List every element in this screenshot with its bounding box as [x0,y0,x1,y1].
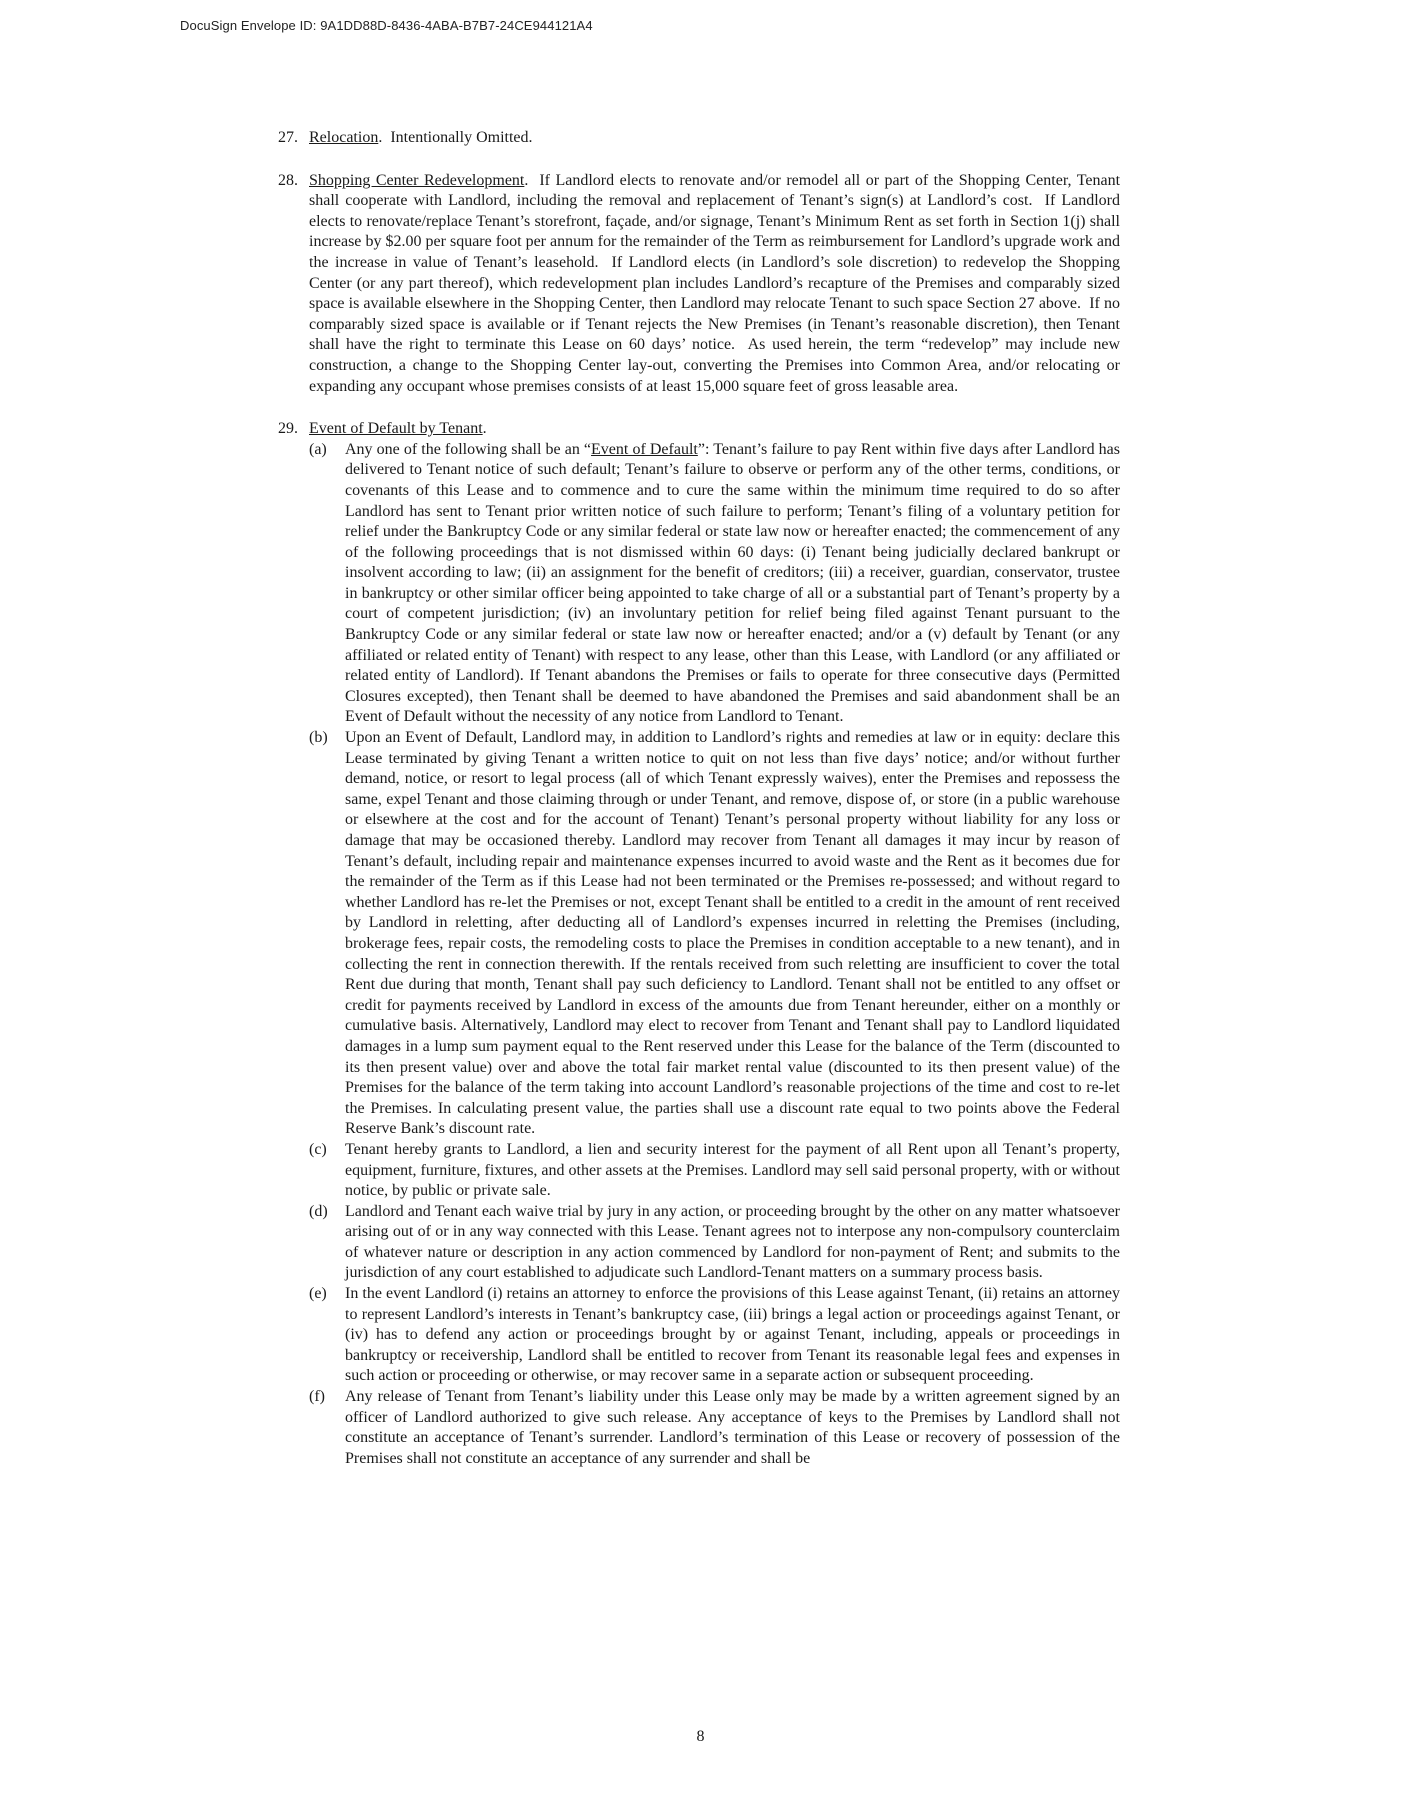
section-number: 29. [278,420,298,438]
section-27 [278,128,1120,149]
subsection-letter: (f) [309,1388,325,1406]
subsection-b [309,728,1120,1140]
subsection-text [345,440,1120,728]
section-heading: Shopping Center Redevelopment [309,171,525,189]
subsection-c [309,1140,1120,1202]
subsection-letter: (a) [309,440,327,458]
heading-suffix: . [482,420,487,438]
section-body [309,128,1120,149]
subsection-text: Any release of Tenant from Tenant’s liability under this Lease only may be made by a written agreement signed by an officer of Landlord authorized to give such release. Any acceptance of keys to the Premises by Landlord shall not constitute an acceptance of Tenant’s surrender. Landlord’s termination of this Lease or recovery of possession of the Premises shall not constitute an acceptance of any surrender and shall be [345,1388,1120,1467]
subsection-e [309,1284,1120,1387]
section-number: 28. [278,171,298,189]
heading-suffix: . [524,171,529,189]
section-text: If Landlord elects to renovate and/or remodel all or part of the Shopping Center, Tenant shall cooperate with Landlord, including the removal and replacement of Tenant’s sign(s) at Landlord’s cost. If Landlord elects to renovate/replace Tenant’s storefront, façade, and/or signage, Tenant’s Minimum Rent as set forth in Section 1(j) shall increase by $2.00 per square foot per annum for the remainder of the Term as reimbursement for Landlord’s upgrade work and the increase in value of Tenant’s leasehold. If Landlord elects (in Landlord’s sole discretion) to redevelop the Shopping Center (or any part thereof), which redevelopment plan includes Landlord’s recapture of the Premises and comparably sized space is available elsewhere in the Shopping Center, then Landlord may relocate Tenant to such space Section 27 above. If no comparably sized space is available or if Tenant rejects the New Premises (in Tenant’s reasonable discretion), then Tenant shall have the right to terminate this Lease on 60 days’ notice. As used herein, the term “redevelop” may include new construction, a change to the Shopping Center lay-out, converting the Premises into Common Area, and/or relocating or expanding any occupant whose premises consists of at least 15,000 square feet of gross leasable area. [309,171,1125,395]
subsection-letter: (e) [309,1285,327,1303]
subsection-text-post: ”: Tenant’s failure to pay Rent within five days after Landlord has delivered to Tenant notice of such default; Tenant’s failure to observe or perform any of the other terms, conditions, or covenants of this Lease and to commence and to cure the same within the minimum time required to do so after Landlord has sent to Tenant prior written notice of such failure to perform; Tenant’s filing of a voluntary petition for relief under the Bankruptcy Code or any similar federal or state law now or hereafter enacted; the commencement of any of the following proceedings that is not dismissed within 60 days: (i) Tenant being judicially declared bankrupt or insolvent according to law; (ii) an assignment for the benefit of creditors; (iii) a receiver, guardian, conservator, trustee in bankruptcy or other similar officer being appointed to take charge of all or a substantial part of Tenant’s property by a court of competent jurisdiction; (iv) an involuntary petition for relief being filed against Tenant pursuant to the Bankruptcy Code or any similar federal or state law now or hereafter enacted; and/or a (v) default by Tenant (or any affiliated or related entity of Tenant) with respect to any lease, other than this Lease, with Landlord (or any affiliated or related entity of Landlord). If Tenant abandons the Premises or fails to operate for three consecutive days (Permitted Closures excepted), then Tenant shall be deemed to have abandoned the Premises and said abandonment shall be an Event of Default without the necessity of any notice from Landlord to Tenant. [345,440,1120,726]
heading-suffix: . [378,129,383,146]
docusign-envelope-id: DocuSign Envelope ID: 9A1DD88D-8436-4ABA-B7B7-24CE944121A4 [180,18,593,33]
section-text: Intentionally Omitted. [382,129,533,146]
subsection-text: Tenant hereby grants to Landlord, a lien and security interest for the payment of all Rent upon all Tenant’s property, equipment, furniture, fixtures, and other assets at the Premises. Landlord may sell said personal property, with or without notice, by public or private sale. [345,1140,1120,1200]
section-paragraph [309,171,1125,398]
section-28 [278,171,1125,398]
subsection-letter: (c) [309,1140,327,1158]
subsection-text: Landlord and Tenant each waive trial by jury in any action, or proceeding brought by the other on any matter whatsoever arising out of or in any way connected with this Lease. Tenant agrees not to interpose any non-compulsory counterclaim of whatever nature or description in any action commenced by Landlord for non-payment of Rent; and submits to the jurisdiction of any court established to adjudicate such Landlord-Tenant matters on a summary process basis. [345,1202,1120,1282]
subsection-text: Upon an Event of Default, Landlord may, in addition to Landlord’s rights and remedies at law or in equity: declare this Lease terminated by giving Tenant a written notice to quit on not less than five days’ notice; and/or without further demand, notice, or resort to legal process (all of which Tenant expressly waives), enter the Premises and repossess the same, expel Tenant and those claiming through or under Tenant, and remove, dispose of, or store (in a public warehouse or elsewhere at the cost and for the account of Tenant) Tenant’s personal property without liability for any loss or damage that may be occasioned thereby. Landlord may recover from Tenant all damages it may incur by reason of Tenant’s default, including repair and maintenance expenses incurred to avoid waste and the Rent as it becomes due for the remainder of the Term as if this Lease had not been terminated or the Premises re-possessed; and without regard to whether Landlord has re-let the Premises or not, except Tenant shall be entitled to a credit in the amount of rent received by Landlord in reletting, after deducting all of Landlord’s expenses incurred in reletting the Premises (including, brokerage fees, repair costs, the remodeling costs to place the Premises in condition acceptable to a new tenant), and in collecting the rent in connection therewith. If the rentals received from such reletting are insufficient to cover the total Rent due during that month, Tenant shall pay such deficiency to Landlord. Tenant shall not be entitled to any offset or credit for payments received by Landlord in excess of the amounts due from Tenant hereunder, either on a monthly or cumulative basis. Alternatively, Landlord may elect to recover from Tenant and Tenant shall pay to Landlord liquidated damages in a lump sum payment equal to the Rent reserved under this Lease for the balance of the Term (discounted to its then present value) over and above the total fair market rental value (discounted to its then present value) of the Premises for the balance of the term taking into account Landlord’s reasonable projections of the time and cost to re-let the Premises. In calculating present value, the parties shall use a discount rate equal to two points above the Federal Reserve Bank’s discount rate. [345,729,1120,1138]
defined-term: Event of Default [591,440,698,458]
section-heading: Relocation [309,129,379,146]
document-page [278,128,1125,1469]
subsection-f [309,1387,1120,1469]
section-29 [278,419,1120,1469]
subsection-letter: (d) [309,1202,328,1220]
section-body [309,171,1125,398]
page-number: 8 [696,1728,705,1745]
section-body [309,419,1120,1469]
subsection-a [309,440,1120,728]
subsection-d [309,1202,1120,1284]
subsection-text: In the event Landlord (i) retains an attorney to enforce the provisions of this Lease against Tenant, (ii) retains an attorney to represent Landlord’s interests in Tenant’s bankruptcy case, (iii) brings a legal action or proceedings against Tenant, or (iv) has to defend any action or proceedings brought by or against Tenant, including, appeals or proceedings in bankruptcy or receivership, Landlord shall be entitled to recover from Tenant its reasonable legal fees and expenses in such action or proceeding or otherwise, or may recover same in a separate action or subsequent proceeding. [345,1285,1120,1385]
section-paragraph [309,128,1120,149]
section-paragraph [309,419,1120,440]
subsection-letter: (b) [309,729,328,747]
subsection-text-pre: Any one of the following shall be an “ [345,440,592,458]
section-number: 27. [278,129,298,146]
section-heading: Event of Default by Tenant [309,420,483,438]
